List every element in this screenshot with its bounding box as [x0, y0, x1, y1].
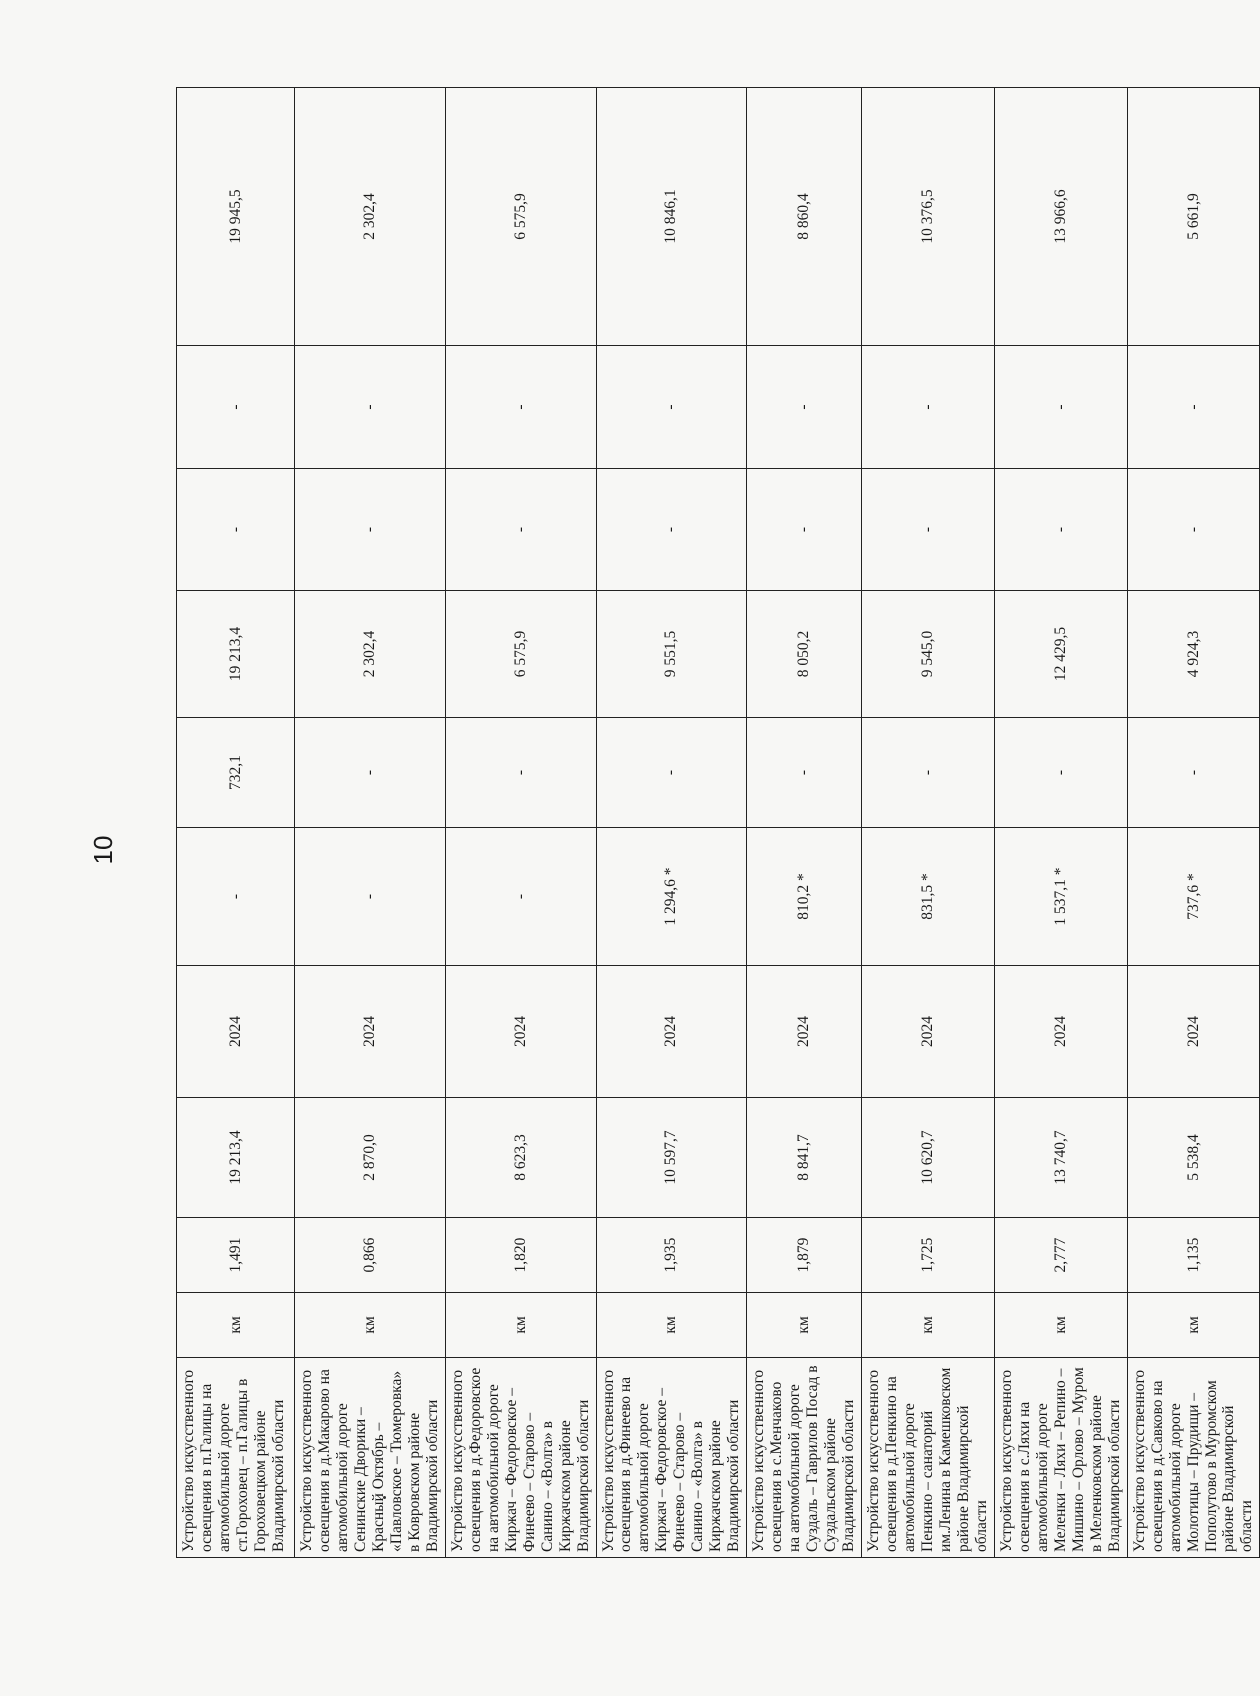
col5-cell: - — [295, 718, 446, 828]
total-cell: 6 575,9 — [445, 88, 596, 346]
length-cell: 1,820 — [445, 1218, 596, 1293]
col5-cell: - — [747, 718, 862, 828]
table-row — [596, 88, 747, 1558]
year-cell: 2024 — [1127, 966, 1260, 1098]
length-cell: 0,866 — [295, 1218, 446, 1293]
col8-cell: - — [177, 346, 295, 469]
cost-cell: 8 623,3 — [445, 1098, 596, 1218]
table-row — [747, 88, 862, 1558]
unit-cell: км — [1127, 1293, 1260, 1358]
total-cell: 19 945,5 — [177, 88, 295, 346]
page-number: 10 — [88, 835, 118, 865]
length-cell: 1,879 — [747, 1218, 862, 1293]
object-name-cell: Устройство искусственного освещения в д.Федоровское на автомобильной дороге Киржач – Федоровское – Финеево – Старово – Санино – «Волга» в Киржачском районе Владимирской области — [445, 1358, 596, 1558]
col8-cell: - — [1127, 346, 1260, 469]
col8-cell: - — [862, 346, 995, 469]
object-name-cell: Устройство искусственного освещения в д.Пенкино на автомобильной дороге Пенкино – санаторий им.Ленина в Камешковском районе Владимирской области — [862, 1358, 995, 1558]
table-row — [177, 88, 295, 1558]
length-cell: 1,135 — [1127, 1218, 1260, 1293]
col7-cell: - — [747, 469, 862, 591]
unit-cell: км — [295, 1293, 446, 1358]
cost-cell: 5 538,4 — [1127, 1098, 1260, 1218]
year-cell: 2024 — [295, 966, 446, 1098]
table-row — [445, 88, 596, 1558]
col6-cell: 2 302,4 — [295, 591, 446, 718]
object-name-cell: Устройство искусственного освещения в п.Галицы на автомобильной дороге ст.Гороховец – п.Галицы в Гороховецком районе Владимирской области — [177, 1358, 295, 1558]
col5-cell: 732,1 — [177, 718, 295, 828]
table-body — [177, 88, 1260, 1558]
col7-cell: - — [445, 469, 596, 591]
col6-cell: 19 213,4 — [177, 591, 295, 718]
length-cell: 2,777 — [994, 1218, 1127, 1293]
col4-cell: 737,6 * — [1127, 828, 1260, 966]
cost-cell: 8 841,7 — [747, 1098, 862, 1218]
unit-cell: км — [747, 1293, 862, 1358]
unit-cell: км — [177, 1293, 295, 1358]
object-name-cell: Устройство искусственного освещения в д.Финеево на автомобильной дороге Киржач – Федоровское – Финеево – Старово – Санино – «Волга» в Киржачском районе Владимирской области — [596, 1358, 747, 1558]
col6-cell: 4 924,3 — [1127, 591, 1260, 718]
unit-cell: км — [445, 1293, 596, 1358]
object-name-cell: Устройство искусственного освещения в д.Савково на автомобильной дороге Молотицы – Прудищи – Пополутово в Муромском районе Владимирской области — [1127, 1358, 1260, 1558]
col4-cell: 810,2 * — [747, 828, 862, 966]
col5-cell: - — [994, 718, 1127, 828]
table-row — [862, 88, 995, 1558]
total-cell: 8 860,4 — [747, 88, 862, 346]
object-name-cell: Устройство искусственного освещения в с.Ляхи на автомобильной дороге Меленки – Ляхи – Репино – Мишино – Орлово – Муром в Меленковском районе Владимирской области — [994, 1358, 1127, 1558]
rotated-table-frame — [176, 88, 1256, 1558]
col5-cell: - — [1127, 718, 1260, 828]
lighting-projects-table — [176, 87, 1260, 1558]
year-cell: 2024 — [747, 966, 862, 1098]
col4-cell: 1 537,1 * — [994, 828, 1127, 966]
object-name-cell: Устройство искусственного освещения в с.Менчаково на автомобильной дороге Суздаль – Гаврилов Посад в Суздальском районе Владимирской области — [747, 1358, 862, 1558]
rotated-table-inner — [176, 88, 1256, 1558]
col4-cell: - — [177, 828, 295, 966]
year-cell: 2024 — [445, 966, 596, 1098]
unit-cell: км — [862, 1293, 995, 1358]
col8-cell: - — [994, 346, 1127, 469]
col8-cell: - — [596, 346, 747, 469]
col5-cell: - — [596, 718, 747, 828]
col7-cell: - — [177, 469, 295, 591]
length-cell: 1,725 — [862, 1218, 995, 1293]
cost-cell: 10 620,7 — [862, 1098, 995, 1218]
col8-cell: - — [295, 346, 446, 469]
cost-cell: 13 740,7 — [994, 1098, 1127, 1218]
col5-cell: - — [862, 718, 995, 828]
col7-cell: - — [295, 469, 446, 591]
total-cell: 10 376,5 — [862, 88, 995, 346]
unit-cell: км — [596, 1293, 747, 1358]
table-row — [994, 88, 1127, 1558]
col4-cell: 1 294,6 * — [596, 828, 747, 966]
col6-cell: 6 575,9 — [445, 591, 596, 718]
col5-cell: - — [445, 718, 596, 828]
cost-cell: 19 213,4 — [177, 1098, 295, 1218]
total-cell: 2 302,4 — [295, 88, 446, 346]
cost-cell: 2 870,0 — [295, 1098, 446, 1218]
col6-cell: 9 551,5 — [596, 591, 747, 718]
year-cell: 2024 — [994, 966, 1127, 1098]
col4-cell: - — [445, 828, 596, 966]
col7-cell: - — [596, 469, 747, 591]
table-row — [295, 88, 446, 1558]
col8-cell: - — [747, 346, 862, 469]
unit-cell: км — [994, 1293, 1127, 1358]
length-cell: 1,491 — [177, 1218, 295, 1293]
col7-cell: - — [862, 469, 995, 591]
year-cell: 2024 — [862, 966, 995, 1098]
col4-cell: - — [295, 828, 446, 966]
col7-cell: - — [1127, 469, 1260, 591]
year-cell: 2024 — [596, 966, 747, 1098]
col6-cell: 9 545,0 — [862, 591, 995, 718]
length-cell: 1,935 — [596, 1218, 747, 1293]
col7-cell: - — [994, 469, 1127, 591]
total-cell: 13 966,6 — [994, 88, 1127, 346]
col6-cell: 8 050,2 — [747, 591, 862, 718]
total-cell: 5 661,9 — [1127, 88, 1260, 346]
col8-cell: - — [445, 346, 596, 469]
table-row — [1127, 88, 1260, 1558]
col4-cell: 831,5 * — [862, 828, 995, 966]
year-cell: 2024 — [177, 966, 295, 1098]
cost-cell: 10 597,7 — [596, 1098, 747, 1218]
object-name-cell: Устройство искусственного освещения в д.Макарово на автомобильной дороге Сенинские Дворики – Красный Октябрь – «Павловское – Тюмеровка» в Ковровском районе Владимирской области — [295, 1358, 446, 1558]
col6-cell: 12 429,5 — [994, 591, 1127, 718]
total-cell: 10 846,1 — [596, 88, 747, 346]
